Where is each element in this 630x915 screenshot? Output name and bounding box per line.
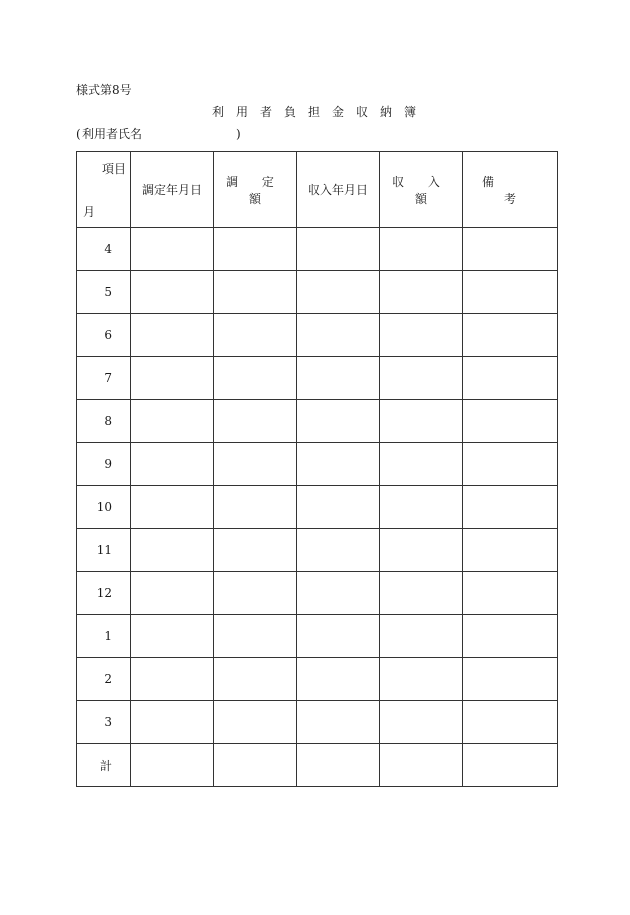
receipt-date-cell[interactable]: [297, 529, 380, 572]
remarks-cell[interactable]: [463, 357, 558, 400]
assessment-amount-cell[interactable]: [214, 228, 297, 271]
assessment-amount-cell[interactable]: [214, 271, 297, 314]
remarks-cell[interactable]: [463, 271, 558, 314]
remarks-cell[interactable]: [463, 529, 558, 572]
assessment-amount-cell[interactable]: [214, 572, 297, 615]
user-name-line: [76, 126, 276, 142]
receipt-amount-cell[interactable]: [380, 486, 463, 529]
corner-header-cell: [77, 152, 131, 228]
assessment-date-cell[interactable]: [131, 228, 214, 271]
table-row: [77, 443, 558, 486]
receipt-amount-cell[interactable]: [380, 615, 463, 658]
assessment-date-cell[interactable]: [131, 357, 214, 400]
table-row: [77, 357, 558, 400]
month-label: 12: [77, 572, 131, 615]
assessment-date-cell[interactable]: [131, 658, 214, 701]
month-label: 9: [77, 443, 131, 486]
remarks-cell[interactable]: [463, 658, 558, 701]
remarks-cell[interactable]: [463, 443, 558, 486]
assessment-amount-cell[interactable]: [214, 443, 297, 486]
assessment-amount-cell[interactable]: [214, 658, 297, 701]
receipt-date-cell[interactable]: [297, 314, 380, 357]
table-row: [77, 271, 558, 314]
table-row: [77, 701, 558, 744]
assessment-amount-cell[interactable]: [214, 529, 297, 572]
corner-item-label: 項目: [101, 162, 126, 176]
remarks-cell[interactable]: [463, 615, 558, 658]
assessment-date-cell[interactable]: [131, 572, 214, 615]
remarks-cell[interactable]: [463, 701, 558, 744]
assessment-date-cell[interactable]: [131, 271, 214, 314]
receipt-amount-cell[interactable]: [380, 357, 463, 400]
header-assessment-date: 調定年月日: [131, 152, 214, 228]
month-rows: [77, 228, 558, 744]
header-receipt-date: 収入年月日: [297, 152, 380, 228]
remarks-cell[interactable]: [463, 400, 558, 443]
month-label: 2: [77, 658, 131, 701]
remarks-cell[interactable]: [463, 314, 558, 357]
table-row: [77, 572, 558, 615]
assessment-amount-cell[interactable]: [214, 486, 297, 529]
ledger-table: [76, 151, 558, 787]
assessment-date-cell[interactable]: [131, 443, 214, 486]
receipt-date-cell[interactable]: [297, 443, 380, 486]
total-assessment-amount-cell[interactable]: [214, 744, 297, 787]
month-label: 3: [77, 701, 131, 744]
table-row: [77, 658, 558, 701]
receipt-amount-cell[interactable]: [380, 443, 463, 486]
remarks-cell[interactable]: [463, 486, 558, 529]
header-row: [77, 152, 558, 228]
assessment-amount-cell[interactable]: [214, 357, 297, 400]
total-receipt-date-cell[interactable]: [297, 744, 380, 787]
total-label: 計: [77, 744, 131, 787]
receipt-date-cell[interactable]: [297, 486, 380, 529]
header-assessment-amount: 調 定 額: [214, 152, 297, 228]
table-row: [77, 486, 558, 529]
remarks-cell[interactable]: [463, 572, 558, 615]
receipt-date-cell[interactable]: [297, 701, 380, 744]
month-label: 7: [77, 357, 131, 400]
assessment-amount-cell[interactable]: [214, 615, 297, 658]
remarks-cell[interactable]: [463, 228, 558, 271]
receipt-amount-cell[interactable]: [380, 658, 463, 701]
open-paren: (: [76, 127, 81, 141]
receipt-amount-cell[interactable]: [380, 572, 463, 615]
receipt-amount-cell[interactable]: [380, 400, 463, 443]
assessment-date-cell[interactable]: [131, 400, 214, 443]
close-paren: ): [236, 127, 241, 141]
table-row: [77, 228, 558, 271]
month-label: 4: [77, 228, 131, 271]
receipt-amount-cell[interactable]: [380, 314, 463, 357]
corner-month-label: 月: [83, 205, 96, 219]
receipt-date-cell[interactable]: [297, 572, 380, 615]
month-label: 11: [77, 529, 131, 572]
total-row: [77, 744, 558, 787]
table-row: [77, 529, 558, 572]
receipt-date-cell[interactable]: [297, 271, 380, 314]
header-remarks: 備 考: [463, 152, 558, 228]
month-label: 6: [77, 314, 131, 357]
assessment-date-cell[interactable]: [131, 529, 214, 572]
month-label: 5: [77, 271, 131, 314]
receipt-date-cell[interactable]: [297, 357, 380, 400]
assessment-amount-cell[interactable]: [214, 400, 297, 443]
receipt-amount-cell[interactable]: [380, 228, 463, 271]
receipt-amount-cell[interactable]: [380, 701, 463, 744]
document-title: 利用者負担金収納簿: [212, 105, 429, 119]
total-assessment-date-cell[interactable]: [131, 744, 214, 787]
receipt-date-cell[interactable]: [297, 400, 380, 443]
assessment-date-cell[interactable]: [131, 314, 214, 357]
total-remarks-cell[interactable]: [463, 744, 558, 787]
header-receipt-amount: 収 入 額: [380, 152, 463, 228]
assessment-date-cell[interactable]: [131, 615, 214, 658]
form-number: 様式第8号: [76, 83, 132, 97]
receipt-date-cell[interactable]: [297, 658, 380, 701]
table-row: [77, 400, 558, 443]
assessment-date-cell[interactable]: [131, 486, 214, 529]
table-row: [77, 615, 558, 658]
receipt-date-cell[interactable]: [297, 228, 380, 271]
user-name-label: 利用者氏名: [82, 127, 143, 141]
total-receipt-amount-cell[interactable]: [380, 744, 463, 787]
table-row: [77, 314, 558, 357]
receipt-date-cell[interactable]: [297, 615, 380, 658]
receipt-amount-cell[interactable]: [380, 271, 463, 314]
assessment-amount-cell[interactable]: [214, 701, 297, 744]
assessment-date-cell[interactable]: [131, 701, 214, 744]
receipt-amount-cell[interactable]: [380, 529, 463, 572]
assessment-amount-cell[interactable]: [214, 314, 297, 357]
month-label: 10: [77, 486, 131, 529]
month-label: 1: [77, 615, 131, 658]
month-label: 8: [77, 400, 131, 443]
